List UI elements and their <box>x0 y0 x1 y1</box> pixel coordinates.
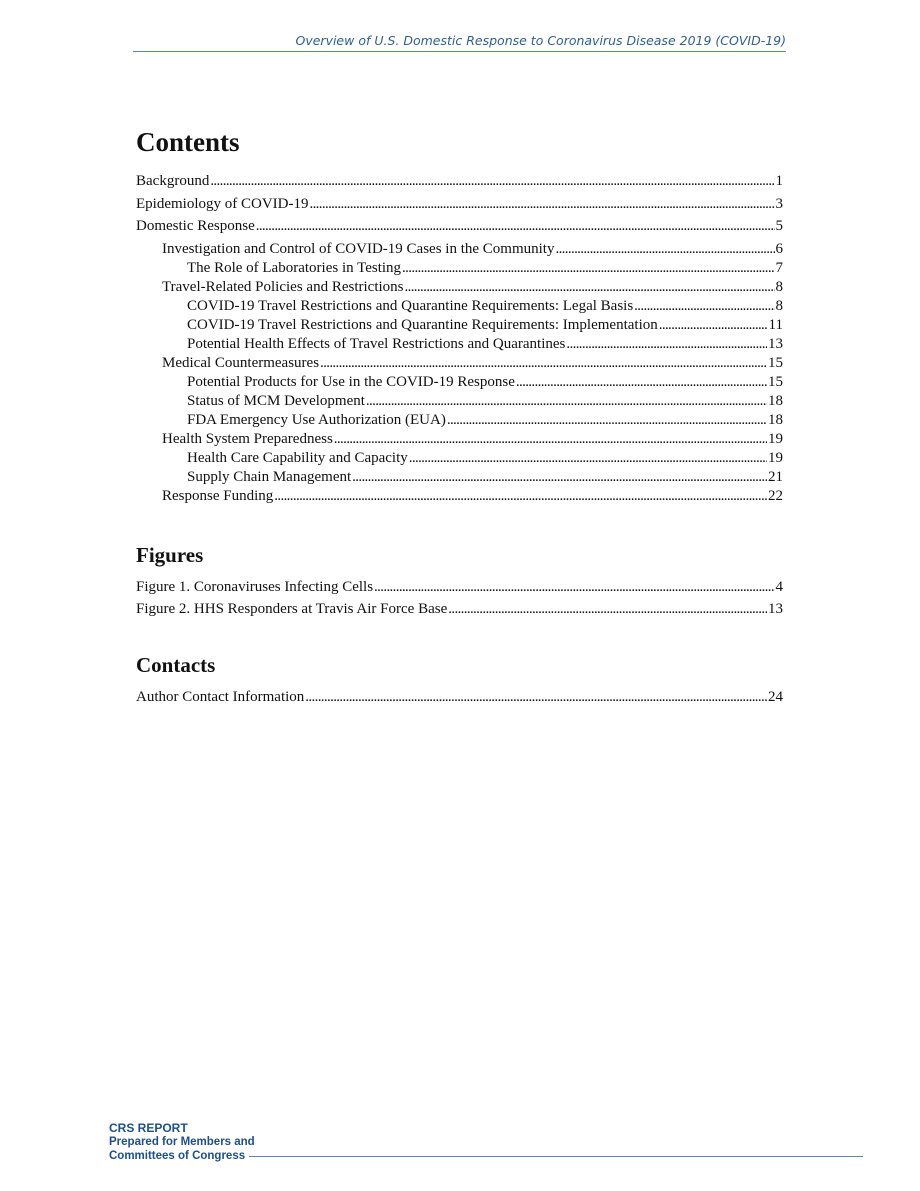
toc-entry-title[interactable]: Author Contact Information <box>136 689 305 706</box>
toc-entry-page-number: 19 <box>768 449 783 466</box>
contacts-list <box>136 688 783 707</box>
toc-entry-page-number: 8 <box>775 278 783 295</box>
figures-section <box>136 542 783 620</box>
toc-entry[interactable] <box>136 411 783 430</box>
toc-entry-title[interactable]: FDA Emergency Use Authorization (EUA) <box>187 411 446 428</box>
toc-entry[interactable] <box>136 217 783 236</box>
toc-entry[interactable] <box>136 172 783 191</box>
dot-leader <box>210 172 774 191</box>
dot-leader <box>448 600 767 619</box>
toc-entry[interactable] <box>136 449 783 468</box>
toc-entry-page-number: 13 <box>768 335 783 352</box>
toc-entry-page-number: 7 <box>775 259 783 276</box>
toc-entry[interactable] <box>136 487 783 506</box>
toc-entry-title[interactable]: Health Care Capability and Capacity <box>187 449 408 466</box>
toc-entry[interactable] <box>136 468 783 487</box>
toc-entry-title[interactable]: Health System Preparedness <box>162 430 333 447</box>
crs-report-label: CRS REPORT <box>109 1121 188 1135</box>
toc-entry[interactable] <box>136 259 783 278</box>
toc-entry-title[interactable]: Status of MCM Development <box>187 392 365 409</box>
table-of-contents-page <box>136 126 783 711</box>
toc-entry-title[interactable]: Travel-Related Policies and Restrictions <box>162 278 404 295</box>
toc-entry-title[interactable]: Figure 2. HHS Responders at Travis Air Force Base <box>136 601 448 618</box>
toc-entry-page-number: 8 <box>775 297 783 314</box>
toc-entry[interactable] <box>136 335 783 354</box>
crs-footer <box>109 1121 255 1163</box>
toc-entry-page-number: 22 <box>768 487 783 504</box>
toc-entry-page-number: 15 <box>768 354 783 371</box>
toc-entry-title[interactable]: COVID-19 Travel Restrictions and Quarantine Requirements: Implementation <box>187 316 658 333</box>
toc-entry-title[interactable]: Potential Products for Use in the COVID-19 Response <box>187 373 515 390</box>
dot-leader <box>305 688 767 707</box>
dot-leader <box>409 449 767 468</box>
dot-leader <box>352 468 767 487</box>
toc-entry-page-number: 19 <box>768 430 783 447</box>
toc-entry[interactable] <box>136 316 783 335</box>
dot-leader <box>274 487 767 506</box>
dot-leader <box>659 316 768 335</box>
toc-entry[interactable] <box>136 373 783 392</box>
toc-entry-page-number: 11 <box>768 316 783 333</box>
footer-line-2: Committees of Congress <box>109 1150 246 1162</box>
contacts-section <box>136 652 783 707</box>
toc-entry-page-number: 3 <box>775 195 783 212</box>
toc-entry-title[interactable]: Potential Health Effects of Travel Restrictions and Quarantines <box>187 335 566 352</box>
dot-leader <box>309 195 774 214</box>
contacts-heading: Contacts <box>136 653 216 678</box>
figures-heading: Figures <box>136 542 204 567</box>
dot-leader <box>320 354 767 373</box>
footer-line-1: Prepared for Members and <box>109 1136 255 1148</box>
footer-rule <box>249 1156 863 1157</box>
toc-entry-page-number: 18 <box>768 392 783 409</box>
toc-entry-page-number: 6 <box>775 240 783 257</box>
dot-leader <box>634 297 774 316</box>
toc-entry-title[interactable]: The Role of Laboratories in Testing <box>187 259 402 276</box>
dot-leader <box>374 578 774 597</box>
figures-list <box>136 578 783 620</box>
toc-entry-page-number: 4 <box>775 578 783 595</box>
dot-leader <box>566 335 767 354</box>
toc-entry[interactable] <box>136 578 783 597</box>
toc-entry-page-number: 1 <box>775 173 783 189</box>
toc-entry[interactable] <box>136 430 783 449</box>
toc-entry[interactable] <box>136 354 783 373</box>
toc-entry-title[interactable]: Response Funding <box>162 487 274 504</box>
dot-leader <box>405 278 775 297</box>
toc-entry[interactable] <box>136 240 783 259</box>
contents-list <box>136 172 783 506</box>
toc-entry[interactable] <box>136 278 783 297</box>
toc-entry-page-number: 5 <box>775 218 783 235</box>
dot-leader <box>256 217 775 236</box>
toc-entry-title[interactable]: Epidemiology of COVID-19 <box>136 195 309 212</box>
toc-entry-page-number: 21 <box>768 468 783 485</box>
toc-entry-page-number: 13 <box>768 601 783 618</box>
toc-entry-page-number: 24 <box>768 689 783 706</box>
toc-entry-title[interactable]: Domestic Response <box>136 218 255 235</box>
toc-entry[interactable] <box>136 195 783 214</box>
toc-entry-title[interactable]: COVID-19 Travel Restrictions and Quarantine Requirements: Legal Basis <box>187 297 634 314</box>
toc-entry-page-number: 18 <box>768 411 783 428</box>
dot-leader <box>447 411 767 430</box>
running-header: Overview of U.S. Domestic Response to Coronavirus Disease 2019 (COVID-19) <box>133 33 786 52</box>
contents-heading: Contents <box>136 127 240 157</box>
toc-entry[interactable] <box>136 297 783 316</box>
dot-leader <box>555 240 774 259</box>
toc-entry-title[interactable]: Investigation and Control of COVID-19 Cases in the Community <box>162 240 555 257</box>
toc-entry[interactable] <box>136 600 783 619</box>
toc-entry-title[interactable]: Supply Chain Management <box>187 468 352 485</box>
dot-leader <box>402 259 774 278</box>
toc-entry[interactable] <box>136 392 783 411</box>
toc-entry-title[interactable]: Background <box>136 173 210 189</box>
dot-leader <box>366 392 767 411</box>
toc-entry-title[interactable]: Medical Countermeasures <box>162 354 320 371</box>
dot-leader <box>334 430 767 449</box>
dot-leader <box>516 373 767 392</box>
toc-entry-page-number: 15 <box>768 373 783 390</box>
toc-entry[interactable] <box>136 688 783 707</box>
toc-entry-title[interactable]: Figure 1. Coronaviruses Infecting Cells <box>136 578 374 595</box>
